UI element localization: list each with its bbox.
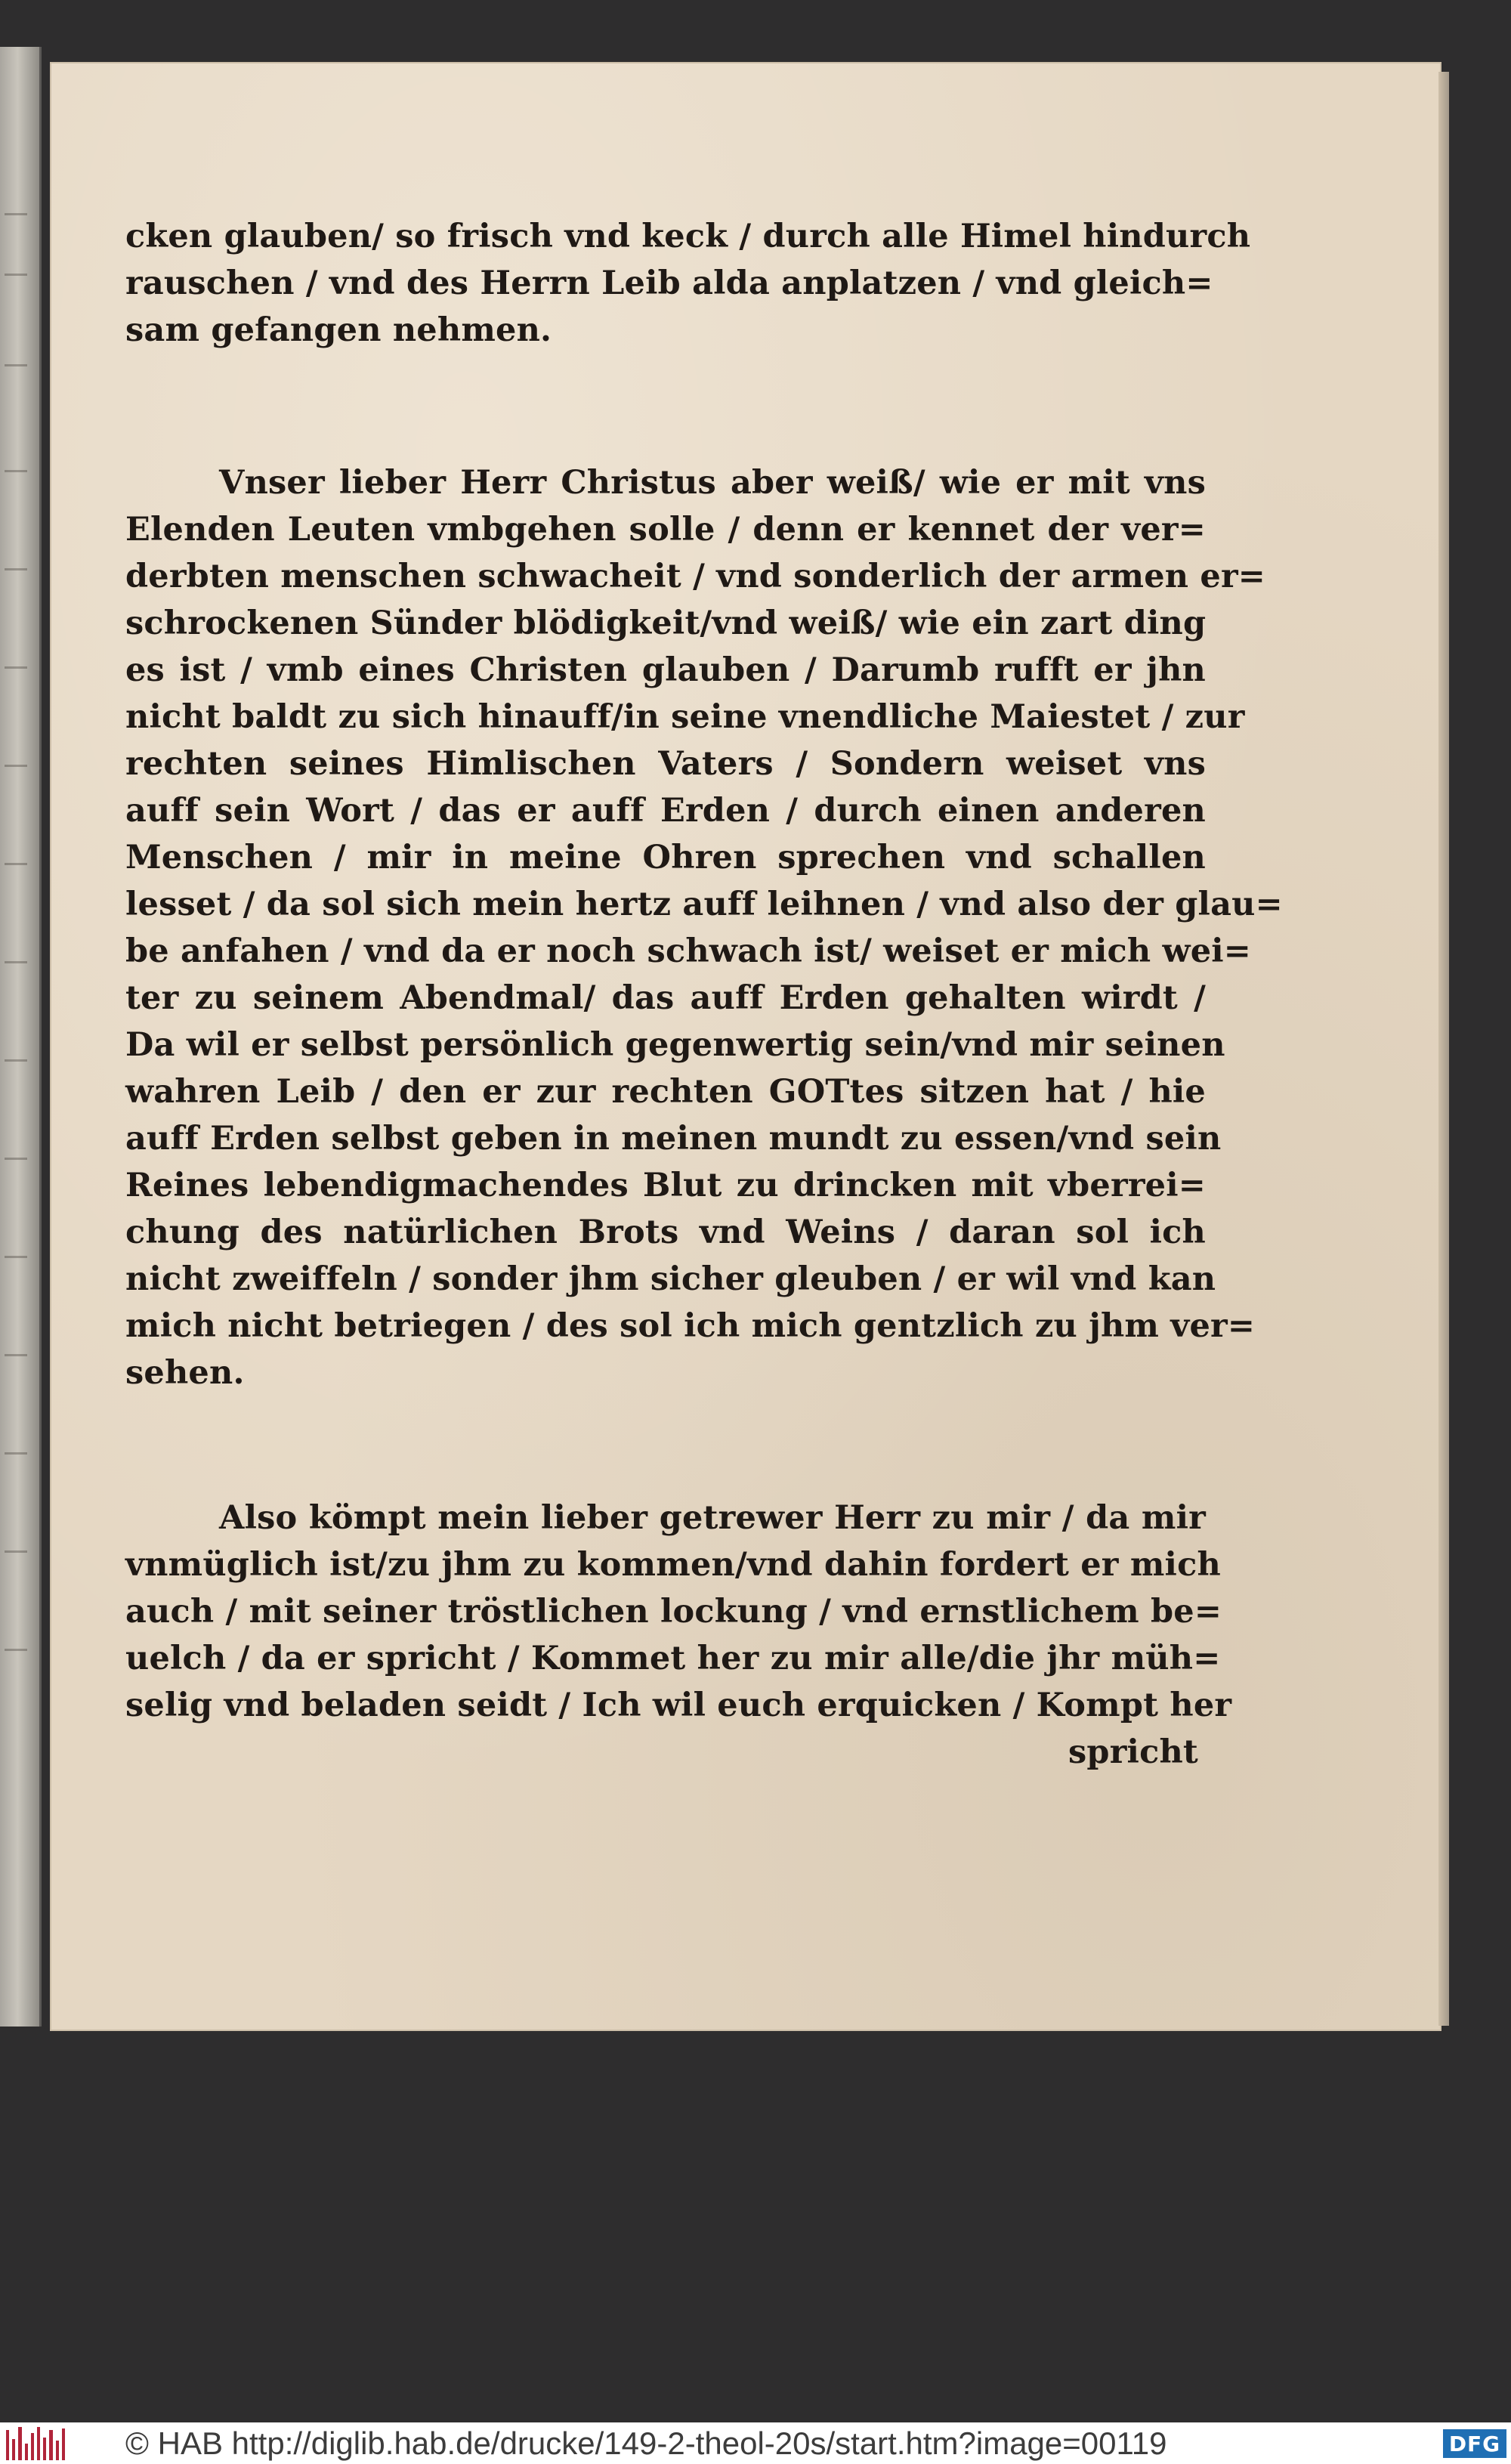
paragraph-1	[125, 213, 1251, 354]
text-line: auch / mit seiner tröstlichen lockung / vnd ernstlichem be=	[125, 1593, 1222, 1631]
copyright-url-text[interactable]: © HAB http://diglib.hab.de/drucke/149-2-theol-20s/start.htm?image=00119	[125, 2425, 1167, 2461]
text-line: schrockenen Sünder blödigkeit/vnd weiß/ wie ein zart ding	[125, 604, 1207, 642]
text-line: selig vnd beladen seidt / Ich wil euch erquicken / Kompt her	[125, 1686, 1232, 1724]
text-line: derbten menschen schwacheit / vnd sonderlich der armen er=	[125, 558, 1266, 595]
text-line: vnmüglich ist/zu jhm zu kommen/vnd dahin fordert er mich	[125, 1546, 1221, 1584]
text-line: Vnser lieber Herr Christus aber weiß/ wie er mit vns	[219, 464, 1206, 502]
text-line: auff Erden selbst geben in meinen mundt zu essen/vnd sein	[125, 1120, 1222, 1158]
footer-bar	[0, 2422, 1511, 2464]
paragraph-gap	[125, 354, 1206, 459]
text-line: Elenden Leuten vmbgehen solle / denn er kennet der ver=	[125, 511, 1206, 549]
text-line: sehen.	[125, 1354, 245, 1392]
page-right-edge	[1438, 72, 1449, 2026]
catchword: spricht	[1068, 1733, 1198, 1771]
previous-page-edge	[0, 47, 42, 2027]
text-line: nicht baldt zu sich hinauff/in seine vnendliche Maiestet / zur	[125, 698, 1245, 736]
text-line: auff sein Wort / das er auff Erden / durch einen anderen	[125, 792, 1206, 830]
text-line: wahren Leib / den er zur rechten GOTtes sitzen hat / hie	[125, 1073, 1206, 1111]
text-line: chung des natürlichen Brots vnd Weins / daran sol ich	[125, 1213, 1206, 1251]
text-line: ter zu seinem Abendmal/ das auff Erden gehalten wirdt /	[125, 979, 1206, 1017]
dfg-logo: DFG	[1443, 2429, 1506, 2458]
paragraph-3	[125, 1495, 1232, 1776]
text-line: sam gefangen nehmen.	[125, 311, 552, 349]
text-line: nicht zweiffeln / sonder jhm sicher gleuben / er wil vnd kan	[125, 1260, 1216, 1298]
text-line: es ist / vmb eines Christen glauben / Darumb rufft er jhn	[125, 651, 1206, 689]
text-line: be anfahen / vnd da er noch schwach ist/ weiset er mich wei=	[125, 932, 1252, 970]
text-line: Reines lebendigmachendes Blut zu drincken mit vberrei=	[125, 1167, 1206, 1204]
hab-logo	[6, 2427, 65, 2460]
text-line: uelch / da er spricht / Kommet her zu mir alle/die jhr müh=	[125, 1640, 1221, 1677]
text-line: Menschen / mir in meine Ohren sprechen vnd schallen	[125, 839, 1206, 876]
text-line: rechten seines Himlischen Vaters / Sondern weiset vns	[125, 745, 1206, 783]
text-line: Da wil er selbst persönlich gegenwertig sein/vnd mir seinen	[125, 1026, 1225, 1064]
page-text	[125, 213, 1283, 1830]
text-line: lesset / da sol sich mein hertz auff leihnen / vnd also der glau=	[125, 886, 1283, 923]
scanned-page	[50, 62, 1441, 2031]
paragraph-2	[125, 459, 1283, 1396]
text-line: cken glauben/ so frisch vnd keck / durch alle Himel hindurch	[125, 218, 1251, 255]
text-line: rauschen / vnd des Herrn Leib alda anplatzen / vnd gleich=	[125, 264, 1213, 302]
text-line: Also kömpt mein lieber getrewer Herr zu mir / da mir	[219, 1499, 1206, 1537]
text-line: mich nicht betriegen / des sol ich mich gentzlich zu jhm ver=	[125, 1307, 1256, 1345]
paragraph-gap	[125, 1396, 1206, 1495]
